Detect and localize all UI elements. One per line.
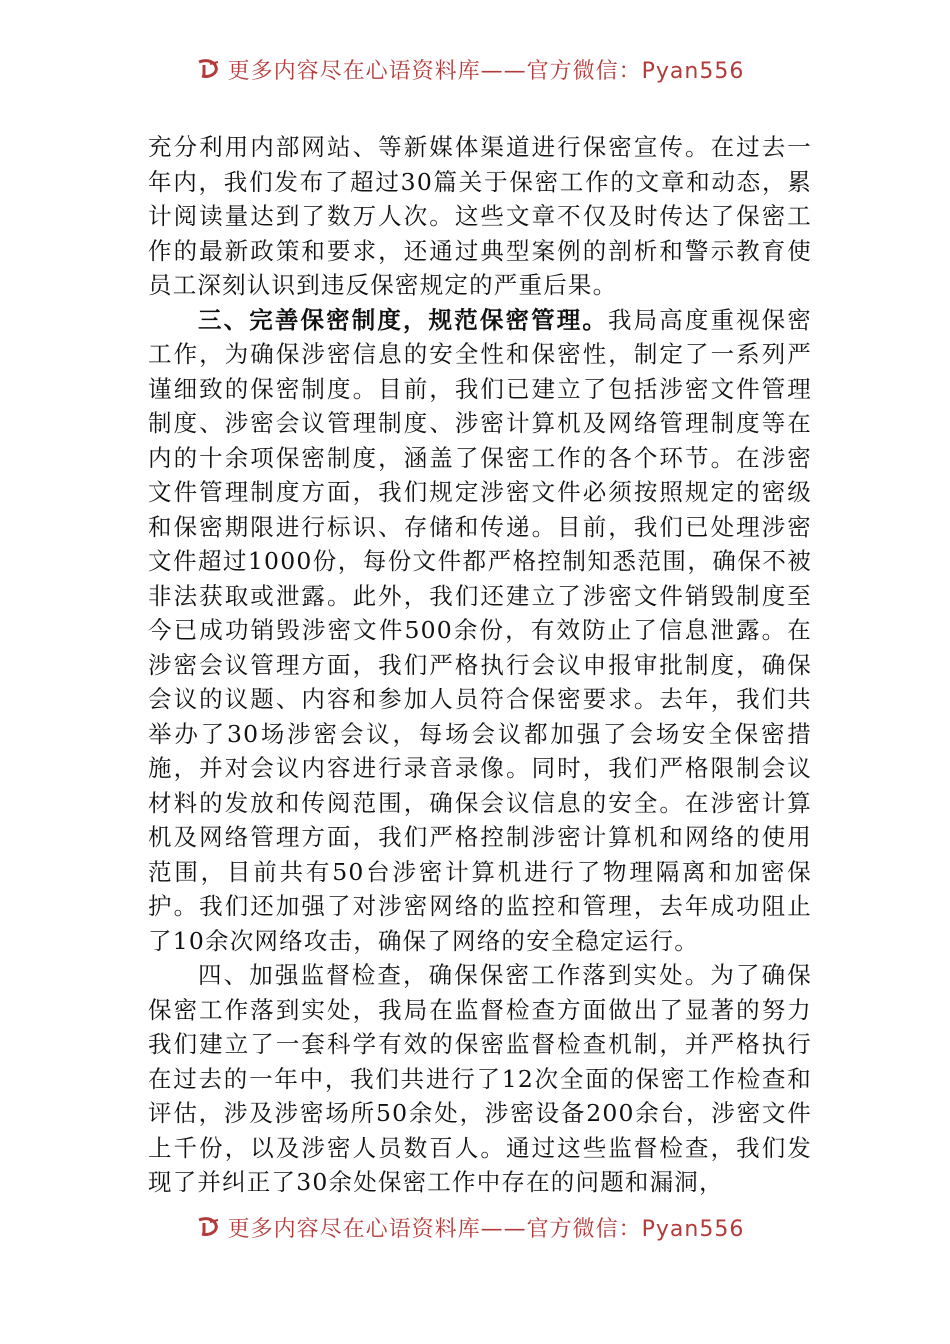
- document-body: [148, 130, 812, 1200]
- paragraph-1: 充分利用内部网站、等新媒体渠道进行保密宣传。在过去一年内，我们发布了超过30篇关于保密工作的文章和动态，累计阅读量达到了数万人次。这些文章不仅及时传达了保密工作的最新政策和要求，还通过典型案例的剖析和警示教育使员工深刻认识到违反保密规定的严重后果。: [148, 133, 812, 299]
- header-banner: [0, 54, 950, 84]
- brand-logo-icon: [196, 1216, 222, 1238]
- brand-logo-icon: [196, 58, 222, 80]
- section-3-heading: 三、完善保密制度，规范保密管理。: [198, 305, 608, 334]
- section-3-body: 我局高度重视保密工作，为确保涉密信息的安全性和保密性，制定了一系列严谨细致的保密制度。目前，我们已建立了包括涉密文件管理制度、涉密会议管理制度、涉密计算机及网络管理制度等在内的十余项保密制度，涵盖了保密工作的各个环节。在涉密文件管理制度方面，我们规定涉密文件必须按照规定的密级和保密期限进行标识、存储和传递。目前，我们已处理涉密文件超过1000份，每份文件都严格控制知悉范围，确保不被非法获取或泄露。此外，我们还建立了涉密文件销毁制度至今已成功销毁涉密文件500余份，有效防止了信息泄露。在涉密会议管理方面，我们严格执行会议申报审批制度，确保会议的议题、内容和参加人员符合保密要求。去年，我们共举办了30场涉密会议，每场会议都加强了会场安全保密措施，并对会议内容进行录音录像。同时，我们严格限制会议材料的发放和传阅范围，确保会议信息的安全。在涉密计算机及网络管理方面，我们严格控制涉密计算机和网络的使用范围，目前共有50台涉密计算机进行了物理隔离和加密保护。我们还加强了对涉密网络的监控和管理，去年成功阻止了10余次网络攻击，确保了网络的安全稳定运行。: [148, 305, 813, 955]
- footer-banner-text: 更多内容尽在心语资料库——官方微信：Pyan556: [227, 1216, 745, 1242]
- section-4-paragraph: 四、加强监督检查，确保保密工作落到实处。为了确保保密工作落到实处，我局在监督检查方面做出了显著的努力我们建立了一套科学有效的保密监督检查机制，并严格执行在过去的一年中，我们共进行了12次全面的保密工作检查和评估，涉及涉密场所50余处，涉密设备200余台，涉密文件上千份，以及涉密人员数百人。通过这些监督检查，我们发现了并纠正了30余处保密工作中存在的问题和漏洞，: [148, 961, 812, 1196]
- footer-banner: [0, 1212, 950, 1242]
- section-3-paragraph: [148, 303, 812, 959]
- header-banner-text: 更多内容尽在心语资料库——官方微信：Pyan556: [227, 58, 745, 84]
